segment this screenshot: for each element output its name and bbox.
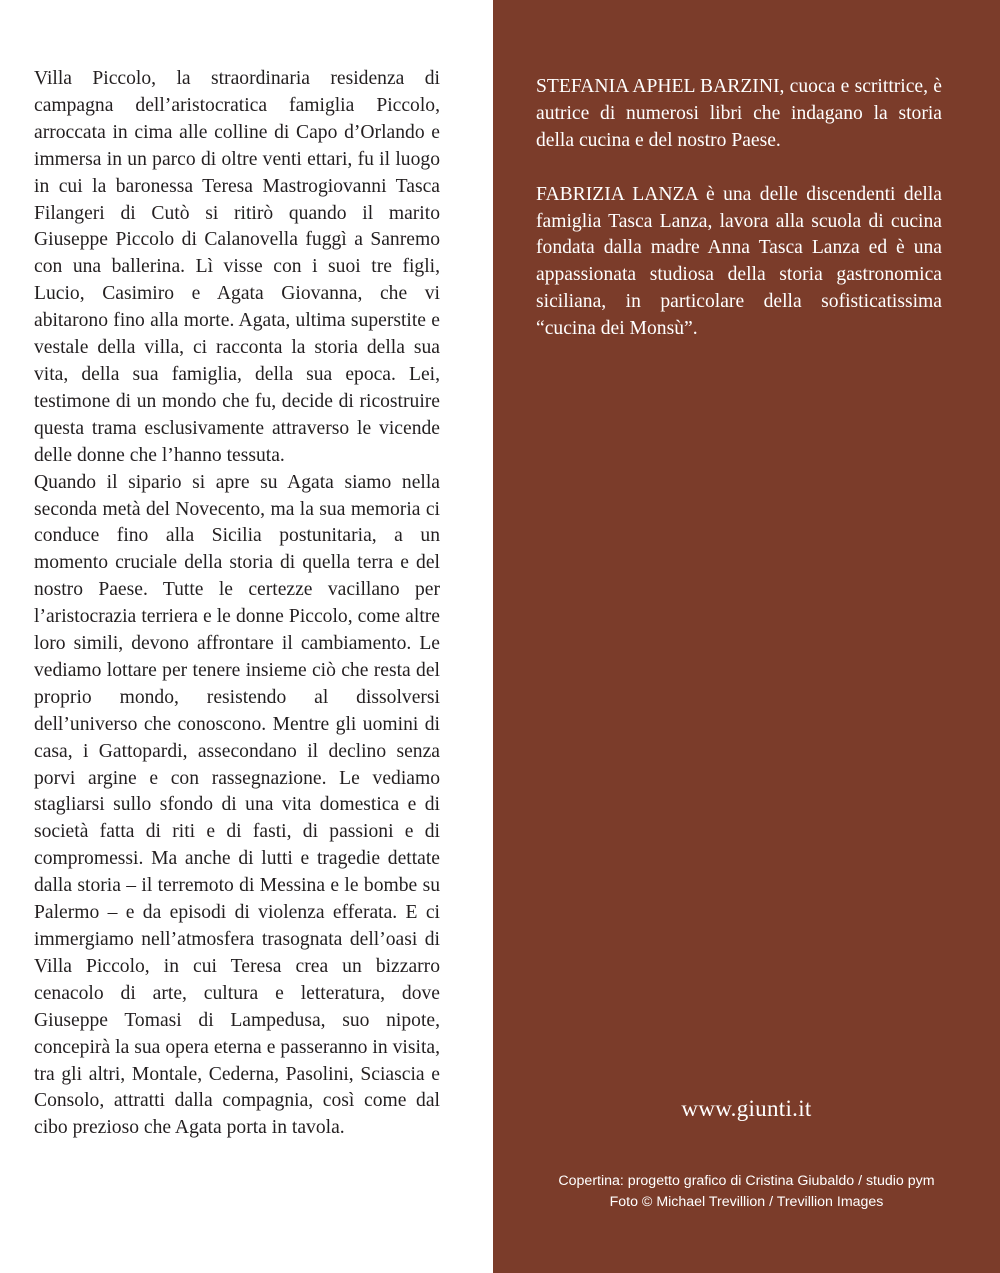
synopsis xyxy=(34,66,440,1142)
author-bios xyxy=(536,74,942,370)
cover-design-credit: Copertina: progetto grafico di Cristina Giubaldo / studio pym xyxy=(558,1173,935,1189)
cover-credits xyxy=(493,1171,1000,1213)
photo-credit: Foto © Michael Trevillion / Trevillion Images xyxy=(609,1194,884,1210)
author-bio-lanza: FABRIZIA LANZA è una delle discendenti della famiglia Tasca Lanza, lavora alla scuola di cucina fondata dalla madre Anna Tasca Lanza ed è una appassionata studiosa della storia gastronomica siciliana, in particolare della sofisticatissima “cucina dei Monsù”. xyxy=(536,183,942,340)
author-bio-barzini: STEFANIA APHEL BARZINI, cuoca e scrittrice, è autrice di numerosi libri che indagano la storia della cucina e del nostro Paese. xyxy=(536,76,942,151)
synopsis-paragraph-2: Quando il sipario si apre su Agata siamo nella seconda metà del Novecento, ma la sua memoria ci conduce fino alla Sicilia postunitaria, a un momento cruciale della storia di quella terra e del nostro Paese. Tutte le certezze vacillano per l’aristocrazia terriera e le donne Piccolo, come altre loro simili, devono affrontare il cambiamento. Le vediamo lottare per tenere insieme ciò che resta del proprio mondo, resistendo al dissolversi dell’universo che conoscono. Mentre gli uomini di casa, i Gattopardi, assecondano il declino senza porvi argine e con rassegnazione. Le vediamo stagliarsi sullo sfondo di una vita domestica e di società fatta di riti e di fasti, di passioni e di compromessi. Ma anche di lutti e tragedie dettate dalla storia – il terremoto di Messina e le bombe su Palermo – e da episodi di violenza efferata. E ci immergiamo nell’atmosfera trasognata dell’oasi di Villa Piccolo, in cui Teresa crea un bizzarro cenacolo di arte, cultura e letteratura, dove Giuseppe Tomasi di Lampedusa, suo nipote, concepirà la sua opera eterna e passeranno in visita, tra gli altri, Montale, Cederna, Pasolini, Sciascia e Consolo, attratti dalla compagnia, così come dal cibo prezioso che Agata porta in tavola. xyxy=(34,471,440,1139)
publisher-website[interactable]: www.giunti.it xyxy=(681,1096,812,1121)
synopsis-paragraph-1: Villa Piccolo, la straordinaria residenza di campagna dell’aristocratica famiglia Piccolo, arroccata in cima alle colline di Capo d’Orlando e immersa in un parco di oltre venti ettari, fu il luogo in cui la baronessa Teresa Mastrogiovanni Tasca Filangeri di Cutò si ritirò quando il marito Giuseppe Piccolo di Calanovella fuggì a Sanremo con una ballerina. Lì visse con i suoi tre figli, Lucio, Casimiro e Agata Giovanna, che vi abitarono fino alla morte. Agata, ultima superstite e vestale della villa, ci racconta la storia della sua vita, della sua famiglia, della sua epoca. Lei, testimone di un mondo che fu, decide di ricostruire questa trama esclusivamente attraverso le vicende delle donne che l’hanno tessuta. xyxy=(34,68,440,466)
left-page xyxy=(0,0,493,1273)
